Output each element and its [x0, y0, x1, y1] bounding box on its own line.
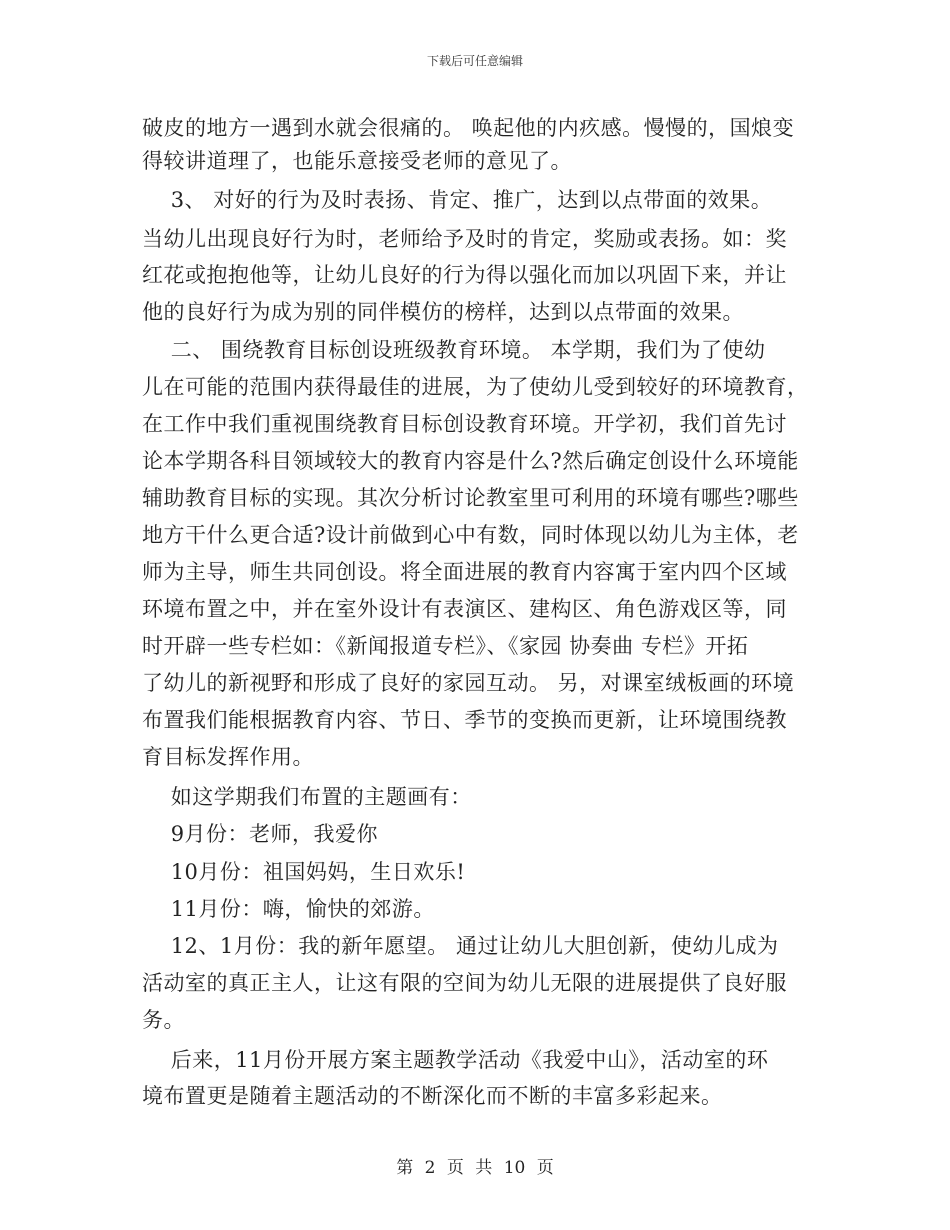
text-line: 活动室的真正主人，让这有限的空间为幼儿无限的进展提供了良好服 — [142, 971, 787, 995]
text-line: 在工作中我们重视围绕教育目标创设教育环境。开学初，我们首先讨 — [142, 412, 787, 436]
text-line: 务。 — [142, 1008, 185, 1032]
text-line: 了幼儿的新视野和形成了良好的家园互动。 另，对课室绒板画的环境 — [142, 671, 795, 695]
text-line: 3、 对好的行为及时表扬、肯定、推广，达到以点带面的效果。 — [142, 188, 773, 212]
text-line: 他的良好行为成为别的同伴模仿的榜样，达到以点带面的效果。 — [142, 300, 744, 324]
text-line: 环境布置之中，并在室外设计有表演区、建构区、角色游戏区等，同 — [142, 597, 787, 621]
text-line: 红花或抱抱他等，让幼儿良好的行为得以强化而加以巩固下来，并让 — [142, 263, 787, 287]
text-line: 得较讲道理了，也能乐意接受老师的意见了。 — [142, 149, 572, 173]
text-line: 辅助教育目标的实现。其次分析讨论教室里可利用的环境有哪些?哪些 — [142, 486, 799, 510]
text-line: 二、 围绕教育目标创设班级教育环境。 本学期，我们为了使幼 — [142, 338, 766, 362]
text-line: 师为主导，师生共同创设。将全面进展的教育内容寓于室内四个区域 — [142, 560, 787, 584]
text-line: 时开辟一些专栏如：《新闻报道专栏》、《家园 协奏曲 专栏》开拓 — [142, 634, 749, 658]
text-line: 破皮的地方一遇到水就会很痛的。 唤起他的内疚感。慢慢的，国烺变 — [142, 116, 795, 140]
page-number-footer: 第 2 页 共 10 页 — [396, 1158, 554, 1178]
text-line: 布置我们能根据教育内容、节日、季节的变换而更新，让环境围绕教 — [142, 708, 787, 732]
text-line: 12、1月份：我的新年愿望。 通过让幼儿大胆创新，使幼儿成为 — [142, 934, 779, 958]
text-line: 9月份：老师，我爱你 — [142, 822, 379, 846]
text-line: 后来，11月份开展方案主题教学活动《我爱中山》，活动室的环 — [142, 1048, 769, 1072]
text-line: 当幼儿出现良好行为时，老师给予及时的肯定，奖励或表扬。如：奖 — [142, 227, 787, 251]
text-line: 论本学期各科目领域较大的教育内容是什么?然后确定创设什么环境能 — [142, 449, 799, 473]
text-line: 11月份：嗨，愉快的郊游。 — [142, 897, 435, 921]
text-line: 儿在可能的范围内获得最佳的进展，为了使幼儿受到较好的环境教育， — [142, 375, 809, 399]
text-line: 10月份：祖国妈妈，生日欢乐! — [142, 860, 466, 884]
text-line: 育目标发挥作用。 — [142, 745, 314, 769]
page-header: 下载后可任意编辑 — [426, 54, 523, 68]
text-line: 地方干什么更合适?设计前做到心中有数，同时体现以幼儿为主体，老 — [142, 523, 799, 547]
text-line: 境布置更是随着主题活动的不断深化而不断的丰富多彩起来。 — [142, 1084, 723, 1108]
text-line: 如这学期我们布置的主题画有： — [142, 785, 472, 809]
